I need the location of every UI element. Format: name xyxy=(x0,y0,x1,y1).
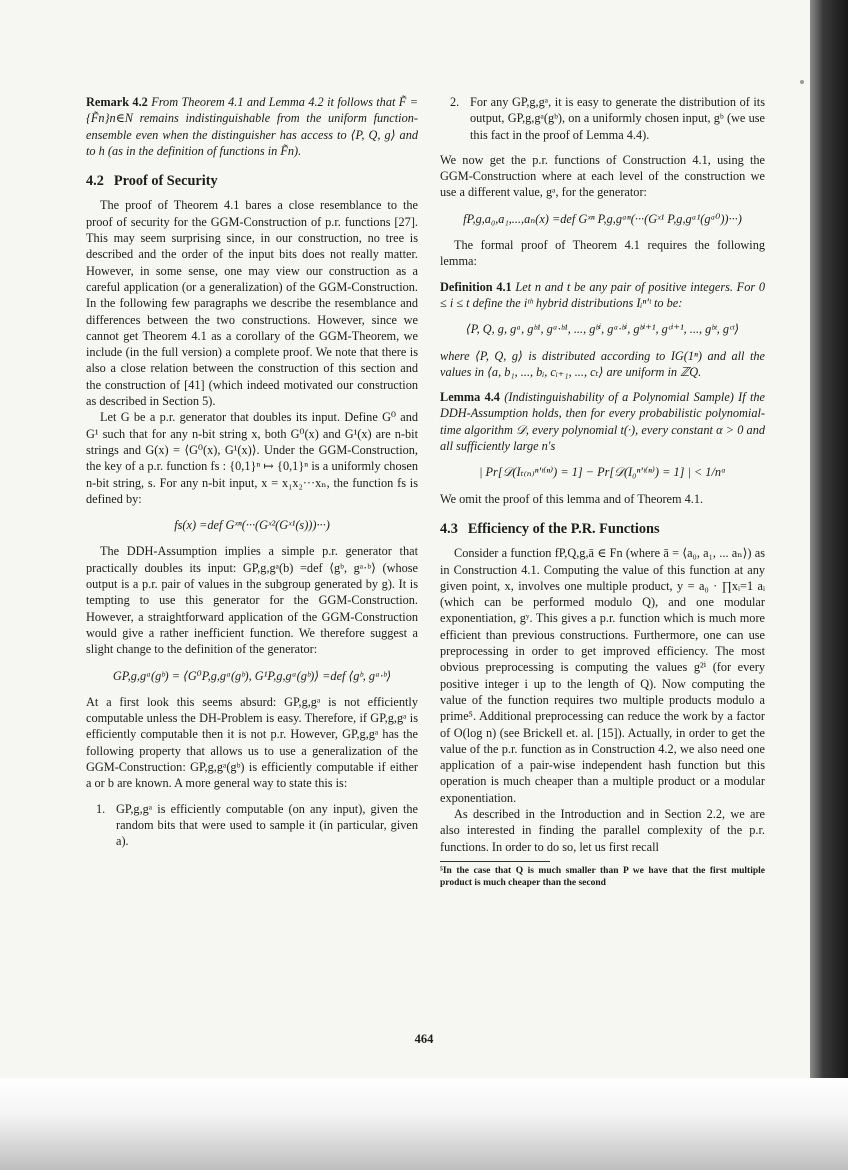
section-title: Efficiency of the P.R. Functions xyxy=(467,520,660,537)
right-column xyxy=(440,94,765,889)
equation-lemma: | Pr[𝒟(Iₜ₍ₙ₎ⁿ'ᵗ⁽ⁿ⁾) = 1] − Pr[𝒟(I₀ⁿ'ᵗ⁽ⁿ⁾) = 1] | < 1/nᵅ xyxy=(479,465,726,480)
remark-4-2 xyxy=(86,94,418,159)
section-number: 4.2 xyxy=(86,173,104,190)
list-number: 1. xyxy=(96,801,106,816)
section-heading-4-2 xyxy=(86,173,418,189)
paragraph: The DDH-Assumption implies a simple p.r. generator that practically doubles its input: GP,g,gᵃ(b) =def ⟨gᵇ, gᵃ·ᵇ⟩ (whose output is a p.r. pair of values in the subgroup generated by g). It is tempting to use this generator for the GGM-Construction. However, a straightforward application of the GGM-Construction would give a rather inefficient function. We therefore suggest a slight change to the definition of the generator: xyxy=(86,544,418,657)
section-heading-4-3 xyxy=(440,521,765,537)
paragraph: At a first look this seems absurd: GP,g,gᵃ is not efficiently computable unless the DH-Problem is easy. Therefore, if GP,g,gᵃ is efficiently computable then it is not p.r. However, GP,g,gᵃ has the following property that allows us to use a generalization of the GGM-Construction: GP,g,gᵃ(gᵇ) is efficiently computable if either a or b are known. A more general way to state this is: xyxy=(86,694,418,791)
paragraph: As described in the Introduction and in Section 2.2, we are also interested in finding the parallel complexity of the p.r. functions. In order to do so, let us first recall xyxy=(440,806,765,854)
equation-construction: fP,g,a₀,a₁,...,aₙ(x) =def Gˣⁿ P,g,gᵃⁿ(···(Gˣ¹ P,g,gᵃ¹(gᵃ⁰))···) xyxy=(463,211,742,226)
definition-text: Let n and t be any pair of positive integers. For 0 ≤ i ≤ t define the iᵗʰ hybrid distributions Iᵢⁿ'ᵗ to be: xyxy=(440,279,765,310)
section-number: 4.3 xyxy=(440,520,458,537)
left-column xyxy=(86,94,418,849)
equation-hybrid: ⟨P, Q, g, gᵃ, gᵇ¹, gᵃ·ᵇ¹, ..., gᵇⁱ, gᵃ·ᵇⁱ, gᵇⁱ⁺¹, gᶜⁱ⁺¹, ..., gᵇᵗ, gᶜᵗ⟩ xyxy=(465,322,740,337)
remark-label: Remark 4.2 xyxy=(86,95,148,109)
paragraph: The proof of Theorem 4.1 bares a close resemblance to the proof of security for the GGM-Construction of p.r. functions [27]. This may seem surprising since, in our construction, no tree is described and the order of the input bits does not really matter. However, in some sense, one may view our construction as a careful application (or a generalization) of the GGM-Construction. In the following few paragraphs we describe the resemblance and differences between the two constructions. However, since we cannot get Theorem 4.1 as a corollary of the GGM-Theorem, we include (in the full version) a complete proof. We note that there is also a close relation between the construction of this section and the construction of [41] (which indeed motivated our construction as described in Section 5). xyxy=(86,198,418,409)
definition-label: Definition 4.1 xyxy=(440,279,512,294)
equation-ggm-function: fs(x) =def Gˣⁿ(···(Gˣ²(Gˣ¹(s)))···) xyxy=(174,518,330,533)
paragraph: The formal proof of Theorem 4.1 requires the following lemma: xyxy=(440,238,765,269)
list-text: GP,g,gᵃ is efficiently computable (on any input), given the random bits that were used to sample it (in particular, given a). xyxy=(116,801,418,849)
scan-bottom-margin xyxy=(0,1078,848,1170)
page-number: 464 xyxy=(414,1032,434,1046)
lemma-text: (Indistinguishability of a Polynomial Sample) If the DDH-Assumption holds, then for every probabilistic polynomial-time algorithm 𝒟, every polynomial t(·), every constant α > 0 and all sufficiently large n's xyxy=(440,390,765,454)
list-item xyxy=(86,801,418,850)
lemma-label: Lemma 4.4 xyxy=(440,390,500,405)
definition-tail: where ⟨P, Q, g⟩ is distributed according to IG(1ⁿ) and all the values in ⟨a, b₁, ..., bᵢ, cᵢ₊₁, ..., cₜ⟩ are uniform in ℤQ. xyxy=(440,348,765,379)
book-binding-shadow xyxy=(810,0,848,1170)
list-number: 2. xyxy=(450,95,460,109)
footnote: ⁵In the case that Q is much smaller than P we have that the first multiple product is much cheaper than the second xyxy=(440,865,765,888)
list-text: For any GP,g,gᵃ, it is easy to generate the distribution of its output, GP,g,gᵃ(gᵇ), on a uniformly chosen input, gᵇ (we use this fact in the proof of Lemma 4.4). xyxy=(470,95,765,142)
paragraph: We now get the p.r. functions of Construction 4.1, using the GGM-Construction where at each level of the construction we use a different value, gᵃ, for the generator: xyxy=(440,152,765,200)
definition-4-1 xyxy=(440,279,765,312)
section-title: Proof of Security xyxy=(113,173,218,190)
paragraph: Consider a function fP,Q,g,ā ∈ Fn (where ā = ⟨a₀, a₁, ... aₙ⟩) as in Construction 4.1. Computing the value of this function at any given point, x, involves one multiple product, y = a₀ · ∏xᵢ=1 aᵢ (which can be performed modulo Q), and one modular exponentiation, gʸ. This gives a p.r. function which is much more efficient than previous constructions. Furthermore, one can use preprocessing in order to get improved efficiency. The most obvious preprocessing is computing the values g²ⁱ (for every positive integer i up to the length of Q). Now computing the value of the function requires two multiple products modulo a prime⁵. Additional preprocessing can reduce the work by a factor of O(log n) (see Brickell et. al. [15]). Actually, in order to get the value of the p.r. function as in Construction 4.2, we also need one application of a pair-wise independent hash function but this operation is much cheaper than a multiple product or a modular exponentiation. xyxy=(440,546,765,805)
remark-text: From Theorem 4.1 and Lemma 4.2 it follows that F̃ = {F̃n}n∈N remains indistinguishable from the uniform function-ensemble even when the distinguisher has access to ⟨P, Q, g⟩ and to h (as in the definition of functions in F̃n). xyxy=(86,95,418,158)
list-item xyxy=(440,94,765,143)
equation-generator: GP,g,gᵃ(gᵇ) = ⟨G⁰P,g,gᵃ(gᵇ), G¹P,g,gᵃ(gᵇ)⟩ =def ⟨gᵇ, gᵃ·ᵇ⟩ xyxy=(112,668,392,683)
paragraph: We omit the proof of this lemma and of Theorem 4.1. xyxy=(440,491,704,506)
paragraph: Let G be a p.r. generator that doubles its input. Define G⁰ and G¹ such that for any n-bit string x, both G⁰(x) and G¹(x) are n-bit strings and G(x) = ⟨G⁰(x), G¹(x)⟩. Under the GGM-Construction, the key of a p.r. function fs : {0,1}ⁿ ↦ {0,1}ⁿ is a uniformly chosen n-bit string, s. For any n-bit input, x = x₁x₂···xₙ, the function fs is defined by: xyxy=(86,410,418,506)
footnote-rule xyxy=(440,861,550,862)
scan-speck xyxy=(800,80,804,84)
lemma-4-4 xyxy=(440,389,765,454)
